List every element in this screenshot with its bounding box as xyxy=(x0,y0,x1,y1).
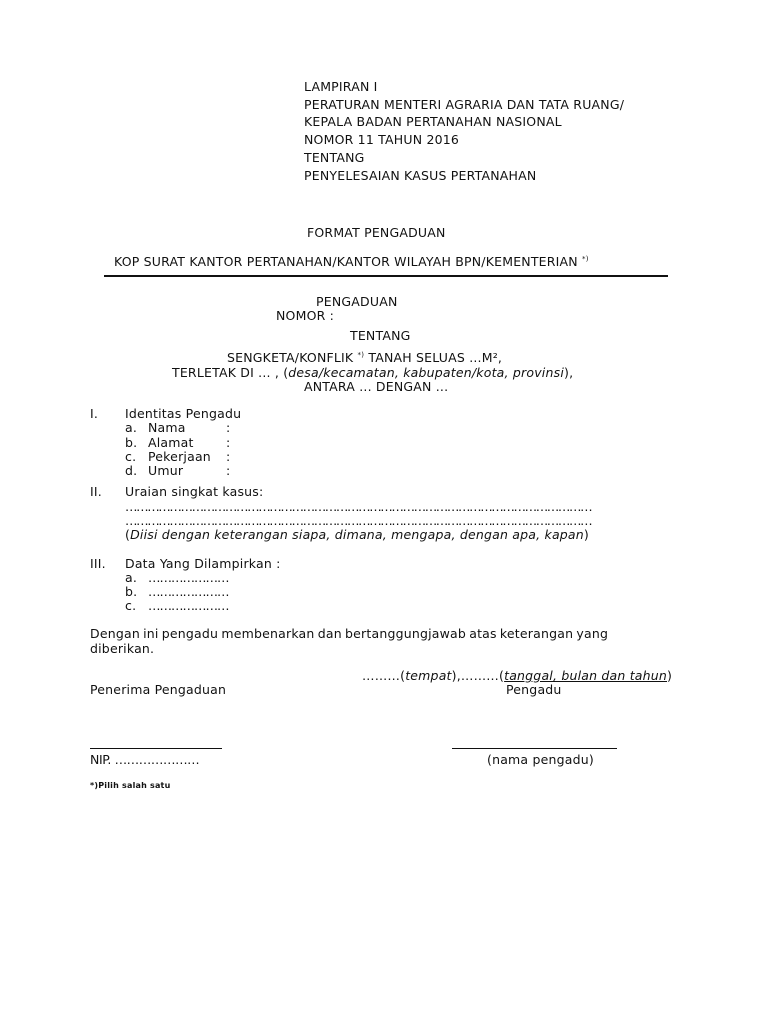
terletak-line xyxy=(172,365,573,380)
date-placeholder: tanggal, bulan dan tahun xyxy=(504,668,668,683)
case-instruction xyxy=(125,527,589,542)
case-instruction-text: Diisi dengan keterangan siapa, dimana, mengapa, dengan apa, kapan xyxy=(130,527,584,542)
receiver-label: Penerima Pengaduan xyxy=(90,682,227,697)
place-date-close: ) xyxy=(667,668,673,683)
tentang-line: TENTANG xyxy=(304,150,365,165)
place-placeholder: tempat xyxy=(405,668,452,683)
field-letter: c. xyxy=(125,449,137,464)
terletak-location: desa/kecamatan, kabupaten/kota, provinsi xyxy=(288,365,564,380)
attachment-letter: a. xyxy=(125,570,138,585)
pengaduan-title: PENGADUAN xyxy=(316,294,398,309)
section3-number: III. xyxy=(90,556,106,571)
case-instruction-open: ( xyxy=(125,527,131,542)
field-label-alamat: Alamat xyxy=(148,435,194,450)
attachment-letter: c. xyxy=(125,598,137,613)
place-date-dots: ………( xyxy=(362,668,406,683)
attachment-dots: ………………… xyxy=(148,584,229,599)
footnote: *)Pilih salah satu xyxy=(90,781,171,790)
statement-line-2: diberikan. xyxy=(90,641,155,656)
attachment-dots: ………………… xyxy=(148,598,229,613)
section2-title: Uraian singkat kasus: xyxy=(125,484,264,499)
field-label-nama: Nama xyxy=(148,420,186,435)
complainant-name: (nama pengadu) xyxy=(487,752,594,767)
attachment-letter: b. xyxy=(125,584,138,599)
field-letter: d. xyxy=(125,463,138,478)
letterhead-rule xyxy=(104,275,668,277)
terletak-prefix: TERLETAK DI ... , ( xyxy=(172,365,289,380)
antara-line: ANTARA ... DENGAN ... xyxy=(304,379,449,394)
field-colon: : xyxy=(226,435,231,450)
place-date-line xyxy=(362,668,672,683)
dotted-line: ……………………………………………………………………………………………………………… xyxy=(125,499,592,514)
case-instruction-close: ) xyxy=(583,527,589,542)
section1-title: Identitas Pengadu xyxy=(125,406,242,421)
field-colon: : xyxy=(226,420,231,435)
statement-line-1: Dengan ini pengadu membenarkan dan bertanggungjawab atas keterangan yang xyxy=(90,626,609,641)
field-letter: b. xyxy=(125,435,138,450)
field-colon: : xyxy=(226,463,231,478)
pengaduan-tentang: TENTANG xyxy=(350,328,411,343)
sengketa-text: SENGKETA/KONFLIK xyxy=(227,350,358,366)
regulation-title: PENYELESAIAN KASUS PERTANAHAN xyxy=(304,168,537,183)
sengketa-line xyxy=(227,348,502,365)
terletak-suffix: ), xyxy=(564,365,574,380)
field-label-umur: Umur xyxy=(148,463,184,478)
letterhead-footnote-mark: *) xyxy=(582,255,589,263)
field-colon: : xyxy=(226,449,231,464)
complainant-label: Pengadu xyxy=(506,682,562,697)
receiver-signature-line xyxy=(90,748,222,749)
field-label-pekerjaan: Pekerjaan xyxy=(148,449,211,464)
sengketa-footnote-mark: *) xyxy=(357,351,365,359)
lampiran-label: LAMPIRAN I xyxy=(304,79,378,94)
attachment-dots: ………………… xyxy=(148,570,229,585)
letterhead-line xyxy=(114,252,589,269)
place-date-separator: ),………( xyxy=(451,668,505,683)
peraturan-line: PERATURAN MENTERI AGRARIA DAN TATA RUANG/ xyxy=(304,97,625,112)
letterhead-text: KOP SURAT KANTOR PERTANAHAN/KANTOR WILAYAH BPN/KEMENTERIAN xyxy=(114,254,583,270)
complainant-signature-line xyxy=(452,748,617,749)
sengketa-rest: TANAH SELUAS ...M², xyxy=(364,350,503,366)
dotted-line: ……………………………………………………………………………………………………………… xyxy=(125,513,592,528)
field-letter: a. xyxy=(125,420,138,435)
section1-number: I. xyxy=(90,406,99,421)
receiver-nip: NIP. ………………… xyxy=(90,752,200,767)
kepala-line: KEPALA BADAN PERTANAHAN NASIONAL xyxy=(304,114,562,129)
section2-number: II. xyxy=(90,484,102,499)
format-title: FORMAT PENGADUAN xyxy=(307,225,446,240)
section3-title: Data Yang Dilampirkan : xyxy=(125,556,281,571)
pengaduan-nomor: NOMOR : xyxy=(276,308,335,323)
nomor-line: NOMOR 11 TAHUN 2016 xyxy=(304,132,460,147)
